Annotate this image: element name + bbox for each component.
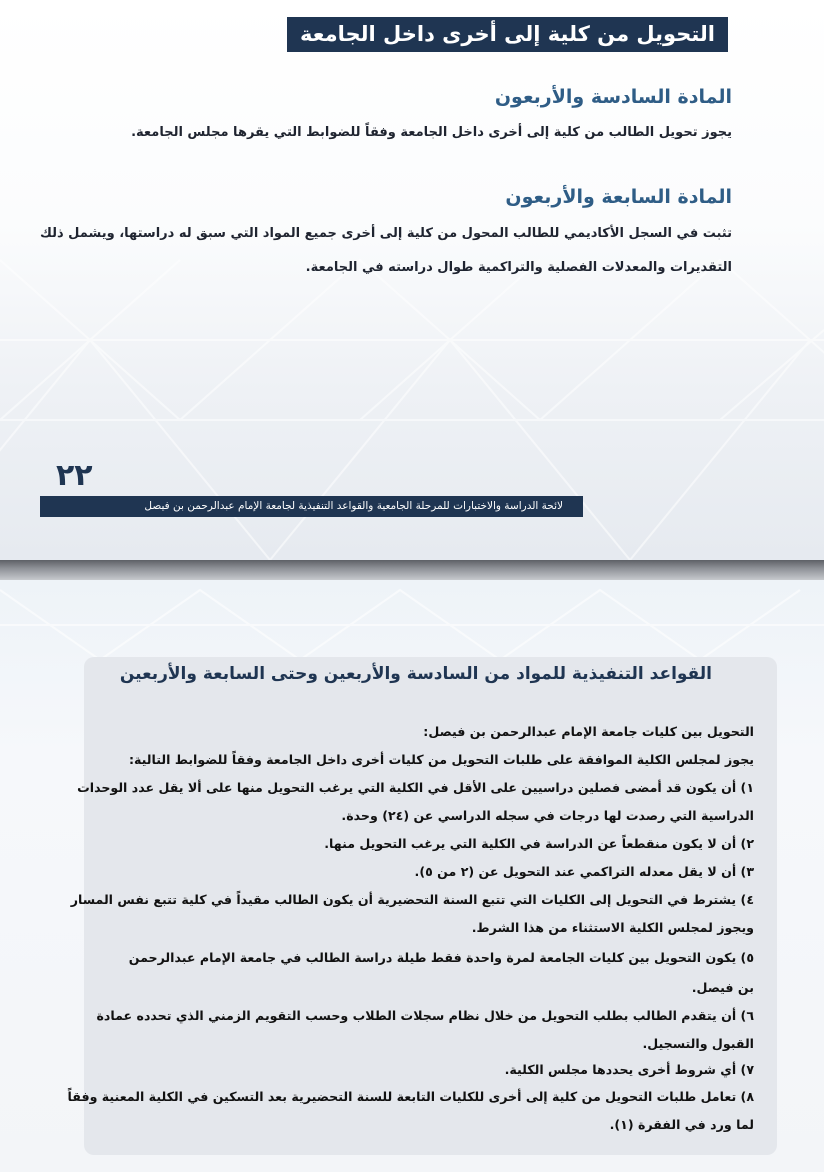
article-47-text-line-1: تثبت في السجل الأكاديمي للطالب المحول من كلية إلى أخرى جميع المواد التي سبق له دراستها، ويشمل ذلك xyxy=(40,226,732,241)
rule-line: ويجوز لمجلس الكلية الاستثناء من هذا الشرط. xyxy=(471,920,754,935)
top-page xyxy=(0,0,824,560)
rule-line: القبول والتسجيل. xyxy=(642,1036,754,1051)
article-47-heading: المادة السابعة والأربعون xyxy=(505,186,732,208)
rule-line: ٥) يكون التحويل بين كليات الجامعة لمرة واحدة فقط طيلة دراسة الطالب في جامعة الإمام عبدالرحمن xyxy=(128,950,754,965)
rule-line: يجوز لمجلس الكلية الموافقة على طلبات التحويل من كليات أخرى داخل الجامعة وفقاً للضوابط التالية: xyxy=(128,752,754,767)
rule-line: بن فيصل. xyxy=(691,980,754,995)
bottom-page xyxy=(0,580,824,1172)
rule-line: ٢) أن لا يكون منقطعاً عن الدراسة في الكلية التي يرغب التحويل منها. xyxy=(324,836,754,851)
rule-line: ٧) أي شروط أخرى يحددها مجلس الكلية. xyxy=(504,1062,754,1077)
article-46-text: يجوز تحويل الطالب من كلية إلى أخرى داخل الجامعة وفقاً للضوابط التي يقرها مجلس الجامعة. xyxy=(131,125,732,140)
rule-line: التحويل بين كليات جامعة الإمام عبدالرحمن بن فيصل: xyxy=(423,724,754,739)
page-title: التحويل من كلية إلى أخرى داخل الجامعة xyxy=(287,17,728,52)
footer-bar: لائحة الدراسة والاختبارات للمرحلة الجامعية والقواعد التنفيذية لجامعة الإمام عبدالرحمن بن فيصل xyxy=(40,496,583,517)
article-46-heading: المادة السادسة والأربعون xyxy=(494,86,732,108)
rule-line: ٤) يشترط في التحويل إلى الكليات التي تتبع السنة التحضيرية أن يكون الطالب مقيداً في كلية تتبع نفس المسار xyxy=(70,892,754,907)
page-number: ٢٢ xyxy=(56,458,93,493)
rule-line: ٦) أن يتقدم الطالب بطلب التحويل من خلال نظام سجلات الطلاب وحسب التقويم الزمني الذي تحدده عمادة xyxy=(96,1008,754,1023)
rule-line: لما ورد في الفقرة (١). xyxy=(609,1117,754,1132)
rule-line: ٣) أن لا يقل معدله التراكمي عند التحويل عن (٢ من ٥). xyxy=(414,864,754,879)
page-separator xyxy=(0,560,824,580)
article-47-text-line-2: التقديرات والمعدلات الفصلية والتراكمية طوال دراسته في الجامعة. xyxy=(305,260,732,275)
rule-line: ١) أن يكون قد أمضى فصلين دراسيين على الأقل في الكلية التي يرغب التحويل منها على ألا يقل عدد الوحدات xyxy=(77,780,754,795)
rule-line: الدراسية التي رصدت لها درجات في سجله الدراسي عن (٢٤) وحدة. xyxy=(341,808,754,823)
rules-title: القواعد التنفيذية للمواد من السادسة والأربعين وحتى السابعة والأربعين xyxy=(119,664,712,684)
rule-line: ٨) تعامل طلبات التحويل من كلية إلى أخرى للكليات التابعة للسنة التحضيرية بعد التسكين في الكلية المعنية وفقاً xyxy=(67,1089,754,1104)
